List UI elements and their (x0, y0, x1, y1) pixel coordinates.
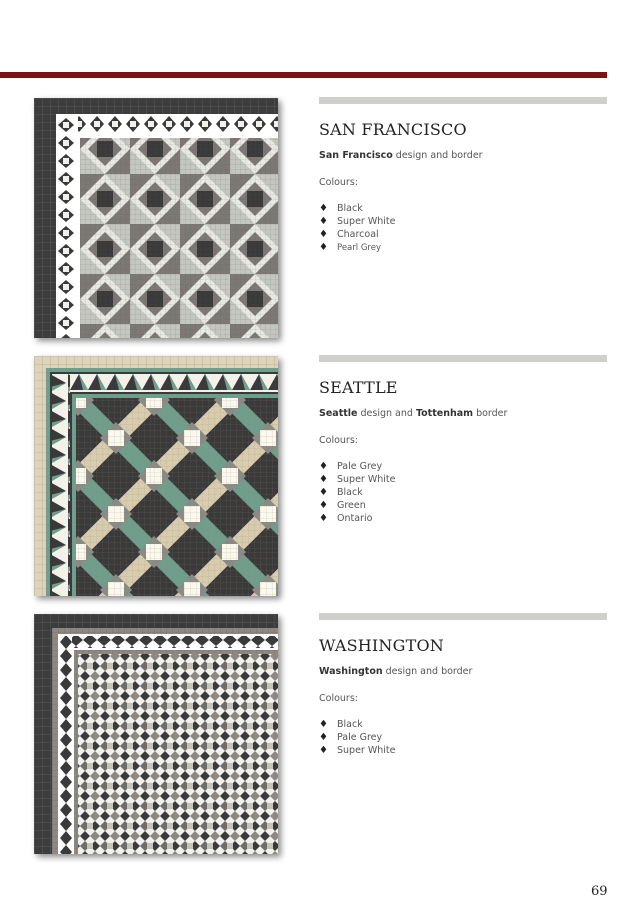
description-text: design and border (382, 666, 473, 677)
diamond-bullet-icon: ♦ (319, 461, 328, 472)
san-francisco-info (319, 97, 607, 254)
seattle-info (319, 355, 607, 525)
colour-item (319, 499, 607, 512)
diamond-bullet-icon: ♦ (319, 745, 328, 756)
section-rule (319, 97, 607, 104)
description-text: border (473, 408, 508, 419)
diamond-bullet-icon: ♦ (319, 513, 328, 524)
seattle-tile-image (34, 356, 278, 596)
colour-name: Pale Grey (337, 461, 383, 472)
colour-name: Charcoal (337, 229, 379, 240)
colour-name: Ontario (337, 513, 373, 524)
colour-name: Black (337, 487, 363, 498)
colour-name: Pearl Grey (337, 243, 381, 253)
border-name-bold: Tottenham (415, 408, 474, 419)
product-name-bold: San Francisco (319, 150, 393, 161)
description-text: design and (357, 408, 416, 419)
colour-name: Black (337, 719, 363, 730)
colour-item (319, 228, 607, 241)
colour-list (319, 202, 607, 254)
diamond-bullet-icon: ♦ (319, 487, 328, 498)
colour-item (319, 718, 607, 731)
section-rule (319, 613, 607, 620)
colour-item (319, 731, 607, 744)
header-rule (0, 72, 607, 78)
colour-name: Black (337, 203, 363, 214)
colour-name: Green (337, 500, 366, 511)
colour-item (319, 744, 607, 757)
colour-name: Pale Grey (337, 732, 383, 743)
product-name-bold: Washington (319, 666, 383, 677)
colour-item (319, 486, 607, 499)
product-description (319, 666, 607, 677)
colours-label: Colours: (319, 177, 358, 188)
washington-tile-image (34, 614, 278, 854)
product-title: SEATTLE (319, 378, 398, 397)
diamond-bullet-icon: ♦ (319, 229, 328, 240)
colour-item (319, 512, 607, 525)
product-title: SAN FRANCISCO (319, 120, 467, 139)
diamond-bullet-icon: ♦ (319, 474, 328, 485)
colour-name: Super White (337, 745, 396, 756)
diamond-bullet-icon: ♦ (319, 216, 328, 227)
colour-item (319, 241, 607, 254)
colour-item (319, 202, 607, 215)
colour-item (319, 460, 607, 473)
diamond-bullet-icon: ♦ (319, 242, 328, 253)
colour-list (319, 718, 607, 757)
colour-name: Super White (337, 474, 396, 485)
washington-info (319, 613, 607, 757)
product-description (319, 150, 607, 161)
colours-label: Colours: (319, 693, 358, 704)
product-description (319, 408, 607, 419)
page-number: 69 (591, 884, 608, 899)
section-rule (319, 355, 607, 362)
colour-item (319, 473, 607, 486)
diamond-bullet-icon: ♦ (319, 732, 328, 743)
colour-list (319, 460, 607, 525)
san-francisco-tile-image (34, 98, 278, 338)
product-name-bold: Seattle (319, 408, 358, 419)
diamond-bullet-icon: ♦ (319, 500, 328, 511)
colour-item (319, 215, 607, 228)
colour-name: Super White (337, 216, 396, 227)
description-text: design and border (392, 150, 483, 161)
diamond-bullet-icon: ♦ (319, 203, 328, 214)
product-title: WASHINGTON (319, 636, 445, 655)
diamond-bullet-icon: ♦ (319, 719, 328, 730)
colours-label: Colours: (319, 435, 358, 446)
